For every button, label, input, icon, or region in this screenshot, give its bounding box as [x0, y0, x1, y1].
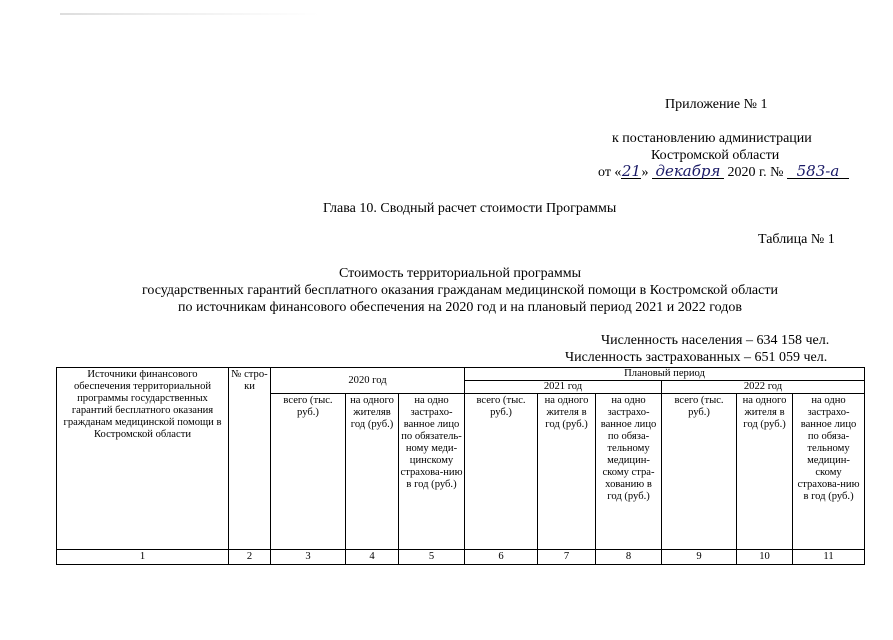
date-prefix: от «	[598, 165, 622, 180]
handwritten-day: 21	[621, 162, 641, 180]
header-planned-period: Плановый период	[465, 368, 865, 381]
handwritten-number: 583-а	[787, 164, 849, 179]
appendix-label: Приложение № 1	[665, 97, 768, 112]
header-year-2021: 2021 год	[465, 381, 662, 394]
header-year-2020: 2020 год	[271, 368, 465, 394]
column-number: 8	[596, 550, 662, 565]
doc-title-line-2: государственных гарантий бесплатного оказания гражданам медицинской помощи в Костромской области	[142, 283, 778, 298]
doc-title-line-1: Стоимость территориальной программы	[338, 266, 582, 281]
header-2020-total: всего (тыс. руб.)	[271, 394, 346, 550]
doc-title-line-3: по источникам финансового обеспечения на 2020 год и на плановый период 2021 и 2022 годов	[178, 300, 742, 315]
region-line: Костромской области	[651, 148, 780, 163]
insured-count: Численность застрахованных – 651 059 чел.	[565, 350, 828, 365]
column-number: 6	[465, 550, 538, 565]
column-number: 10	[737, 550, 793, 565]
column-number: 2	[229, 550, 271, 565]
date-mid: »	[641, 165, 649, 180]
header-source: Источники финансового обеспечения территориальной программы государственных гарантий бесплатного оказания гражданам медицинской помощи в Костромской области	[57, 368, 229, 550]
header-row-number: № стро-ки	[229, 368, 271, 550]
table-header-row-1	[57, 368, 865, 381]
header-2022-per-insured: на одно застрахо-ванное лицо по обяза-тельному медицин-скому страхова-нию в год (руб.)	[793, 394, 865, 550]
column-number: 11	[793, 550, 865, 565]
column-number: 3	[271, 550, 346, 565]
column-number: 7	[538, 550, 596, 565]
column-number-row	[57, 550, 865, 565]
chapter-title: Глава 10. Сводный расчет стоимости Программы	[323, 201, 617, 216]
date-suffix: 2020 г. №	[727, 165, 784, 180]
column-number: 4	[346, 550, 399, 565]
header-2021-total: всего (тыс. руб.)	[465, 394, 538, 550]
column-number: 9	[662, 550, 737, 565]
handwritten-month: декабря	[652, 164, 724, 179]
header-2020-per-resident: на одного жителяв год (руб.)	[346, 394, 399, 550]
column-number: 1	[57, 550, 229, 565]
header-2021-per-insured: на одно застрахо-ванное лицо по обяза-тельному медицин-скому стра-хованию в год (руб.)	[596, 394, 662, 550]
header-2021-per-resident: на одного жителя в год (руб.)	[538, 394, 596, 550]
header-2022-per-resident: на одного жителя в год (руб.)	[737, 394, 793, 550]
header-2022-total: всего (тыс. руб.)	[662, 394, 737, 550]
scan-artifact	[60, 13, 320, 15]
decree-line: к постановлению администрации	[612, 131, 812, 146]
population-count: Численность населения – 634 158 чел.	[601, 333, 830, 348]
header-year-2022: 2022 год	[662, 381, 865, 394]
header-2020-per-insured: на одно застрахо-ванное лицо по обязатель-ному меди-цинскому страхова-нию в год (руб.)	[399, 394, 465, 550]
table-label: Таблица № 1	[758, 232, 835, 247]
column-number: 5	[399, 550, 465, 565]
cost-table	[56, 367, 865, 565]
decree-date-line	[598, 164, 849, 181]
